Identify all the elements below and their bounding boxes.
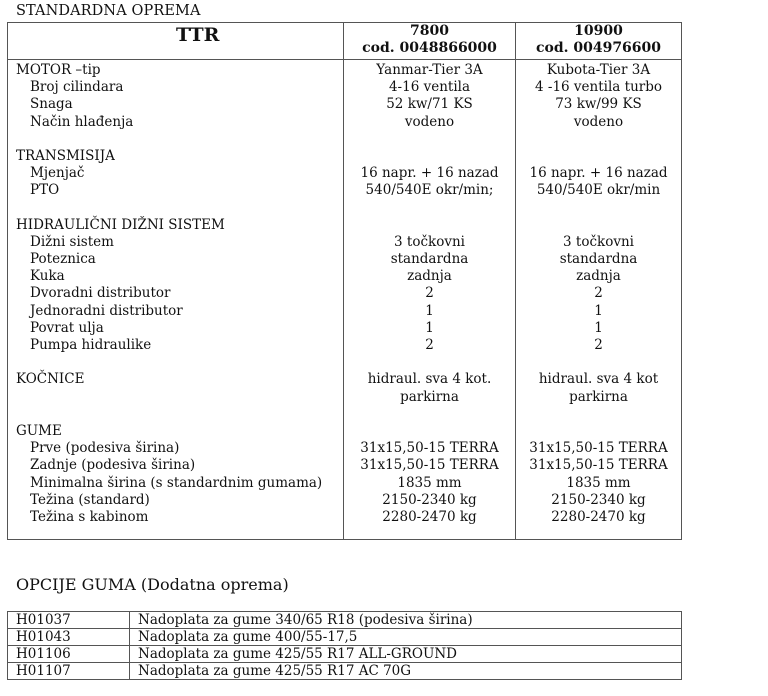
row-value-10900: vodeno <box>573 113 624 130</box>
table-header-row <box>8 23 682 60</box>
row-label: PTO <box>30 182 60 199</box>
row-value-10900: zadnja <box>576 268 621 285</box>
row-value-7800 <box>344 217 515 234</box>
row-label: Dižni sistem <box>30 233 114 250</box>
row-value-10900 <box>516 148 681 165</box>
row-label: GUME <box>16 422 62 439</box>
row-value-10900: 31x15,50-15 TERRA <box>529 440 668 457</box>
row-label: MOTOR –tip <box>16 62 101 78</box>
option-description: Nadoplata za gume 340/65 R18 (podesiva širina) <box>130 612 682 629</box>
row-value-10900: 2280-2470 kg <box>551 508 646 525</box>
row-value-7800: hidraul. sva 4 kot. <box>367 371 492 388</box>
row-value-7800: 2 <box>425 337 434 353</box>
row-label: Snaga <box>30 96 73 113</box>
row-value-10900: parkirna <box>569 388 628 405</box>
row-value-10900 <box>516 200 681 217</box>
row-value-7800 <box>344 148 515 165</box>
page-title: STANDARDNA OPREMA <box>16 3 201 19</box>
row-value-10900: 540/540E okr/min <box>536 182 661 199</box>
column-7800-code: cod. 0048866000 <box>362 40 497 56</box>
row-value-7800: 31x15,50-15 TERRA <box>360 457 499 474</box>
row-value-7800: 1 <box>425 302 434 319</box>
row-value-10900: 1 <box>594 302 603 319</box>
option-code: H01043 <box>8 629 130 646</box>
row-value-7800: 52 kw/71 KS <box>386 96 473 113</box>
row-value-7800: 2 <box>425 285 434 302</box>
table-body-row <box>8 60 682 540</box>
row-value-7800: 1835 mm <box>397 474 462 491</box>
option-description: Nadoplata za gume 400/55-17,5 <box>130 629 682 646</box>
row-value-7800: Yanmar-Tier 3A <box>376 62 483 78</box>
row-label: Povrat ulja <box>30 319 104 336</box>
column-10900-code: cod. 004976600 <box>535 40 662 56</box>
row-value-7800: 1 <box>425 319 434 336</box>
row-label: Zadnje (podesiva širina) <box>30 457 196 474</box>
value-column-10900 <box>516 60 682 540</box>
row-label: Pumpa hidraulike <box>30 337 152 353</box>
row-label: Težina s kabinom <box>30 508 149 525</box>
option-description: Nadoplata za gume 425/55 R17 ALL-GROUND <box>130 646 682 663</box>
row-value-7800: zadnja <box>407 268 452 285</box>
option-row <box>8 629 682 646</box>
option-description: Nadoplata za gume 425/55 R17 AC 70G <box>130 663 682 680</box>
row-value-7800 <box>344 131 515 148</box>
column-7800-name: 7800 <box>410 23 449 39</box>
row-value-7800: 3 točkovni <box>394 233 465 250</box>
label-column <box>8 60 344 540</box>
row-value-10900: 2150-2340 kg <box>551 491 646 508</box>
option-code: H01107 <box>8 663 130 680</box>
row-label: Kuka <box>30 268 65 285</box>
model-name: TTR <box>8 23 344 60</box>
option-code: H01037 <box>8 612 130 629</box>
row-value-7800 <box>344 354 515 371</box>
row-value-7800: 16 napr. + 16 nazad <box>360 165 499 182</box>
row-value-10900: 2 <box>594 285 603 302</box>
row-value-10900: 3 točkovni <box>563 233 634 250</box>
row-value-7800 <box>344 200 515 217</box>
row-label: KOČNICE <box>16 371 85 388</box>
row-value-10900: standardna <box>559 251 638 268</box>
row-label: HIDRAULIČNI DIŽNI SISTEM <box>16 216 225 233</box>
standard-equipment-table <box>7 22 682 540</box>
row-value-10900: 1835 mm <box>566 474 631 491</box>
column-10900-header <box>516 23 682 60</box>
row-value-7800 <box>344 406 515 423</box>
row-value-10900 <box>516 217 681 234</box>
option-row <box>8 646 682 663</box>
row-label: Minimalna širina (s standardnim gumama) <box>30 474 323 491</box>
row-label: Mjenjač <box>30 165 85 182</box>
row-value-10900: 2 <box>594 337 603 353</box>
row-label <box>16 200 343 217</box>
row-label: Poteznica <box>30 251 96 268</box>
column-7800-header <box>344 23 516 60</box>
row-value-10900: hidraul. sva 4 kot <box>538 371 659 388</box>
row-value-10900 <box>516 354 681 371</box>
row-value-7800: 2150-2340 kg <box>382 491 477 508</box>
row-value-10900 <box>516 423 681 440</box>
row-value-7800: vodeno <box>404 113 455 130</box>
row-label: Način hlađenja <box>30 113 134 130</box>
row-value-7800: 31x15,50-15 TERRA <box>360 440 499 457</box>
row-label: Broj cilindara <box>30 79 124 96</box>
row-label: Prve (podesiva širina) <box>30 440 180 457</box>
row-value-10900: 4 -16 ventila turbo <box>535 79 662 96</box>
row-value-10900: 73 kw/99 KS <box>555 96 642 113</box>
tire-options-table <box>7 611 682 680</box>
row-value-7800: standardna <box>390 251 469 268</box>
row-label <box>16 389 343 406</box>
row-label: TRANSMISIJA <box>16 147 115 164</box>
row-label: Dvoradni distributor <box>30 285 171 302</box>
row-label <box>16 406 343 423</box>
row-value-7800: 4-16 ventila <box>388 79 471 96</box>
row-value-10900: Kubota-Tier 3A <box>546 62 651 78</box>
option-row <box>8 663 682 680</box>
row-value-7800: parkirna <box>400 388 459 405</box>
row-value-7800 <box>344 423 515 440</box>
row-value-10900 <box>516 131 681 148</box>
column-10900-name: 10900 <box>574 23 623 39</box>
row-value-10900: 31x15,50-15 TERRA <box>529 457 668 474</box>
row-label <box>16 131 343 148</box>
row-value-10900 <box>516 406 681 423</box>
option-code: H01106 <box>8 646 130 663</box>
row-label: Jednoradni distributor <box>30 302 183 319</box>
row-label: Težina (standard) <box>30 491 150 508</box>
row-value-7800: 540/540E okr/min; <box>365 182 494 199</box>
option-row <box>8 612 682 629</box>
value-column-7800 <box>344 60 516 540</box>
row-value-10900: 16 napr. + 16 nazad <box>529 165 668 182</box>
row-label <box>16 354 343 371</box>
row-value-10900: 1 <box>594 319 603 336</box>
row-value-7800: 2280-2470 kg <box>382 508 477 525</box>
options-title: OPCIJE GUMA (Dodatna oprema) <box>16 575 289 594</box>
